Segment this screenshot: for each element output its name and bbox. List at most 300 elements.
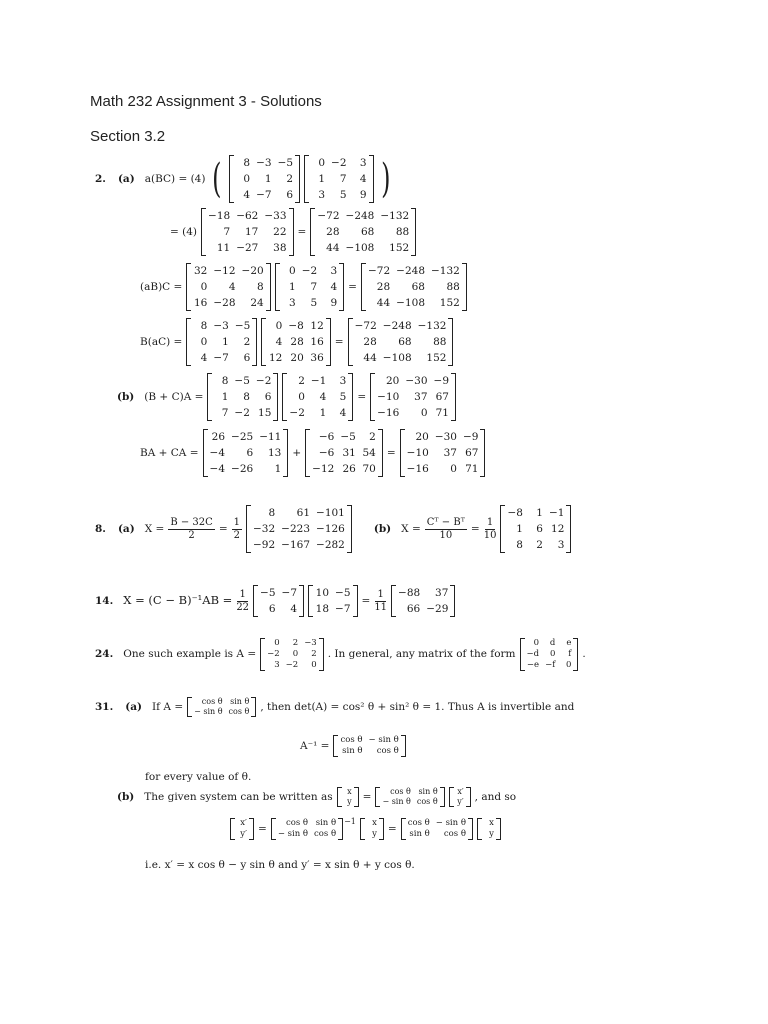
matrix-column xyxy=(226,697,253,717)
matrix-column xyxy=(275,818,311,840)
matrix-entry: 24 xyxy=(250,297,264,309)
matrix xyxy=(337,787,359,807)
paren-close: ) xyxy=(380,156,391,202)
matrix-entry: −132 xyxy=(431,265,460,277)
matrix-entry: 8 xyxy=(516,539,523,551)
matrix-column xyxy=(299,263,320,311)
fraction: $\frac{1}{22}$ xyxy=(236,588,250,613)
matrix-entry: 0 xyxy=(565,660,572,670)
matrix-column xyxy=(313,505,348,553)
matrix-entry: 67 xyxy=(465,447,479,459)
problem-31a-inverse xyxy=(300,735,406,757)
matrix xyxy=(370,373,456,421)
matrix-entry: 16 xyxy=(193,297,208,309)
matrix xyxy=(360,818,384,840)
matrix-entry: cos θ xyxy=(376,746,399,756)
equals-sign: = xyxy=(297,225,307,238)
matrix-entry: −7 xyxy=(256,189,272,201)
fraction: $\frac{\text{Cᵀ − Bᵀ}}{10}$ xyxy=(426,516,465,541)
matrix-entry: 152 xyxy=(389,242,410,254)
matrix-entry: 8 xyxy=(243,157,251,169)
problem-text: One such example is A = xyxy=(123,648,257,661)
matrix-entry: 88 xyxy=(433,336,447,348)
matrix-entry: −7 xyxy=(281,587,298,599)
matrix-entry: 0 xyxy=(200,336,208,348)
matrix xyxy=(310,208,416,256)
matrix-entry: 2 xyxy=(311,649,317,659)
matrix-entry: 7 xyxy=(223,226,231,238)
matrix-entry: 88 xyxy=(446,281,460,293)
matrix-column xyxy=(210,263,238,311)
matrix-entry: 1 xyxy=(221,391,229,403)
matrix-entry: −7 xyxy=(335,603,351,615)
matrix-entry: 0 xyxy=(318,157,326,169)
matrix-entry: −e xyxy=(526,660,540,670)
matrix-column xyxy=(308,373,329,421)
matrix-entry: −33 xyxy=(264,210,287,222)
matrix-column xyxy=(257,585,278,617)
matrix-entry: −248 xyxy=(345,210,375,222)
matrix-entry: 4 xyxy=(275,336,283,348)
matrix-entry: y′ xyxy=(457,797,464,806)
matrix-column xyxy=(253,155,274,203)
matrix-entry: −108 xyxy=(382,352,412,364)
matrix-entry: 67 xyxy=(435,391,449,403)
part-label: (a) xyxy=(117,522,135,535)
matrix-entry: 17 xyxy=(244,226,259,238)
matrix-entry: −108 xyxy=(345,242,375,254)
matrix-entry: −18 xyxy=(208,210,231,222)
matrix-entry: −11 xyxy=(259,431,282,443)
matrix xyxy=(203,429,289,477)
matrix-entry: 4 xyxy=(228,281,236,293)
matrix-entry: y xyxy=(372,829,377,839)
matrix-entry: 6 xyxy=(243,352,251,364)
problem-2a-line1 xyxy=(95,155,393,203)
matrix xyxy=(401,818,473,840)
matrix xyxy=(261,318,330,366)
matrix-entry: 8 xyxy=(221,375,229,387)
problem-text: , then det(A) = cos² θ + sin² θ = 1. Thus A is invertible and xyxy=(260,700,575,713)
matrix-column xyxy=(423,585,451,617)
problem-31b-line1 xyxy=(117,787,516,807)
matrix-entry: −5 xyxy=(234,375,250,387)
matrix-entry: −d xyxy=(526,649,540,659)
matrix-entry: y xyxy=(347,797,352,806)
equals-sign: = xyxy=(361,594,371,607)
matrix xyxy=(520,638,579,671)
matrix-column xyxy=(233,208,261,256)
matrix-entry: 28 xyxy=(290,336,304,348)
plus-sign: + xyxy=(292,446,302,459)
inverse-exponent: −1 xyxy=(344,817,356,826)
matrix-entry: −9 xyxy=(462,431,479,443)
matrix-entry: −8 xyxy=(288,320,304,332)
matrix-entry: −6 xyxy=(318,431,335,443)
matrix-entry: 1 xyxy=(318,173,326,185)
matrix-entry: −92 xyxy=(253,539,276,551)
matrix-entry: sin θ xyxy=(342,746,363,756)
matrix-entry: −3 xyxy=(304,638,317,648)
problem-text: , and so xyxy=(474,790,517,803)
matrix xyxy=(375,787,444,807)
matrix-entry: 0 xyxy=(533,638,540,648)
matrix-entry: 4 xyxy=(339,407,347,419)
matrix-entry: y xyxy=(489,829,494,839)
matrix-entry: 12 xyxy=(268,352,283,364)
matrix-entry: 4 xyxy=(359,173,367,185)
equals-sign: = xyxy=(470,522,480,535)
matrix-entry: 54 xyxy=(362,447,376,459)
matrix-column xyxy=(415,318,450,366)
matrix-entry: 15 xyxy=(258,407,272,419)
matrix xyxy=(305,429,383,477)
matrix-column xyxy=(265,318,285,366)
matrix-entry: −1 xyxy=(310,375,327,387)
matrix-entry: 70 xyxy=(362,463,376,475)
matrix-column xyxy=(393,263,428,311)
matrix-entry: 61 xyxy=(296,507,311,519)
matrix-entry: 2 xyxy=(243,336,251,348)
matrix-entry: 1 xyxy=(289,281,296,293)
matrix-column xyxy=(279,263,299,311)
matrix-entry: 20 xyxy=(415,431,429,443)
matrix xyxy=(308,585,357,617)
matrix-entry: −223 xyxy=(281,523,311,535)
matrix-column xyxy=(250,505,278,553)
matrix-entry: − sin θ xyxy=(435,818,466,828)
matrix-entry: 7 xyxy=(221,407,229,419)
matrix-column xyxy=(211,373,231,421)
matrix-entry: 3 xyxy=(289,297,296,309)
matrix-entry: 4 xyxy=(243,189,251,201)
matrix-entry: 31 xyxy=(342,447,356,459)
matrix-entry: 4 xyxy=(319,391,327,403)
matrix-column xyxy=(558,638,574,671)
matrix-entry: 1 xyxy=(516,523,523,535)
matrix-column xyxy=(231,373,252,421)
matrix-entry: −27 xyxy=(236,242,259,254)
matrix-entry: −f xyxy=(545,660,556,670)
matrix-entry: −7 xyxy=(213,352,229,364)
matrix-entry: 4 xyxy=(200,352,208,364)
matrix-entry: 2 xyxy=(298,375,305,387)
matrix-entry: 6 xyxy=(264,391,272,403)
matrix-entry: −1 xyxy=(548,507,565,519)
matrix-entry: 2 xyxy=(292,638,299,648)
matrix-column xyxy=(352,318,380,366)
matrix-entry: 44 xyxy=(376,297,391,309)
matrix-column xyxy=(311,818,339,840)
matrix-entry: x′ xyxy=(457,787,464,796)
matrix-entry: 37 xyxy=(443,447,457,459)
matrix-entry: 68 xyxy=(398,336,412,348)
matrix-column xyxy=(364,818,380,840)
equation-lhs: X = (C − B)⁻¹AB = xyxy=(123,593,233,608)
matrix-entry: 16 xyxy=(310,336,324,348)
matrix-entry: 0 xyxy=(243,173,251,185)
matrix-entry: 8 xyxy=(200,320,208,332)
matrix-entry: 2 xyxy=(369,431,376,443)
matrix-entry: 0 xyxy=(200,281,208,293)
matrix-entry: 1 xyxy=(536,507,543,519)
matrix-entry: 28 xyxy=(363,336,377,348)
matrix-column xyxy=(343,208,378,256)
problem-2a-line3 xyxy=(140,263,467,311)
matrix-column xyxy=(301,638,320,671)
equation-lhs: A⁻¹ = xyxy=(300,739,330,752)
equation-lhs: (B + C)A = xyxy=(144,390,204,403)
matrix-column xyxy=(460,429,481,477)
equation-lhs: (aB)C = xyxy=(140,280,183,293)
matrix-column xyxy=(190,318,210,366)
matrix-entry: 88 xyxy=(395,226,410,238)
matrix-entry: 37 xyxy=(414,391,428,403)
matrix-entry: −2 xyxy=(301,265,318,277)
matrix-entry: 3 xyxy=(274,660,280,670)
matrix xyxy=(187,697,256,717)
matrix-column xyxy=(524,638,543,671)
matrix-entry: 6 xyxy=(246,447,254,459)
matrix-entry: 26 xyxy=(211,431,226,443)
equals-sign: = xyxy=(334,335,344,348)
matrix-column xyxy=(431,373,452,421)
matrix-column xyxy=(374,373,402,421)
matrix-entry: cos θ xyxy=(201,697,223,706)
matrix-entry: −25 xyxy=(231,431,254,443)
matrix xyxy=(201,208,294,256)
equals-sign: = xyxy=(348,280,357,293)
matrix-column xyxy=(405,818,433,840)
matrix-column xyxy=(359,429,379,477)
matrix-entry: 3 xyxy=(330,265,338,277)
matrix-entry: 9 xyxy=(330,297,338,309)
matrix xyxy=(186,318,257,366)
matrix-column xyxy=(432,429,460,477)
matrix-entry: 5 xyxy=(339,189,347,201)
matrix-column xyxy=(337,735,365,757)
matrix-entry: −12 xyxy=(312,463,335,475)
matrix-entry: −132 xyxy=(380,210,410,222)
matrix-entry: 7 xyxy=(339,173,347,185)
matrix-entry: − sin θ xyxy=(368,735,399,745)
matrix-column xyxy=(232,318,253,366)
matrix-entry: 13 xyxy=(267,447,282,459)
matrix-entry: 20 xyxy=(385,375,400,387)
matrix-entry: −5 xyxy=(340,431,356,443)
matrix-entry: −5 xyxy=(277,157,294,169)
matrix-entry: 0 xyxy=(275,320,283,332)
matrix-entry: − sin θ xyxy=(194,707,223,716)
matrix-entry: −108 xyxy=(396,297,425,309)
matrix-entry: 3 xyxy=(557,539,565,551)
matrix-column xyxy=(404,429,432,477)
matrix xyxy=(400,429,486,477)
matrix-entry: 9 xyxy=(359,189,367,201)
equals-sign: = xyxy=(362,790,372,803)
matrix-entry: −5 xyxy=(335,587,351,599)
matrix-entry: 0 xyxy=(292,649,299,659)
matrix-entry: cos θ xyxy=(314,829,337,839)
matrix-column xyxy=(546,505,567,553)
matrix-entry: −30 xyxy=(434,431,457,443)
part-label: (b) xyxy=(373,522,392,535)
problem-8 xyxy=(95,505,571,553)
matrix-entry: cos θ xyxy=(416,797,438,806)
equals-sign: = (4) xyxy=(170,225,198,238)
problem-number: 8. xyxy=(95,522,106,535)
matrix xyxy=(391,585,455,617)
matrix-entry: 2 xyxy=(536,539,543,551)
matrix-column xyxy=(379,787,413,807)
matrix-entry: −2 xyxy=(285,660,299,670)
matrix-entry: −29 xyxy=(426,603,449,615)
problem-number: 24. xyxy=(95,648,114,661)
document-title: Math 232 Assignment 3 - Solutions xyxy=(90,93,322,110)
equation-lhs: a(BC) = (4) xyxy=(144,172,206,185)
matrix-column xyxy=(453,787,467,807)
equals-sign: = xyxy=(386,446,396,459)
problem-text: If A = xyxy=(152,700,184,713)
matrix-entry: −248 xyxy=(396,265,425,277)
problem-31b-solution xyxy=(230,818,501,840)
matrix xyxy=(304,155,373,203)
matrix-entry: 0 xyxy=(274,638,280,648)
matrix xyxy=(271,818,343,840)
equation-lhs: BA + CA = xyxy=(140,446,199,459)
matrix-entry: 0 xyxy=(420,407,428,419)
matrix-entry: 3 xyxy=(339,375,347,387)
matrix-entry: 44 xyxy=(363,352,377,364)
matrix-entry: −16 xyxy=(406,463,429,475)
matrix-entry: −8 xyxy=(507,507,523,519)
matrix-column xyxy=(275,155,296,203)
matrix-entry: cos θ xyxy=(285,818,309,828)
matrix-entry: 7 xyxy=(310,281,318,293)
matrix-entry: −2 xyxy=(234,407,250,419)
matrix-entry: 4 xyxy=(330,281,338,293)
matrix-entry: 12 xyxy=(310,320,324,332)
matrix-entry: −5 xyxy=(260,587,276,599)
part-label: (b) xyxy=(117,790,135,803)
matrix-column xyxy=(207,429,228,477)
matrix-column xyxy=(504,505,525,553)
equals-sign: = xyxy=(258,822,267,835)
fraction: $\frac{B - 32C}{2}$ xyxy=(170,516,213,541)
matrix-column xyxy=(205,208,233,256)
matrix-column xyxy=(526,505,546,553)
matrix-column xyxy=(228,429,256,477)
matrix-entry: 1 xyxy=(319,407,327,419)
equation-lhs: B(aC) = xyxy=(140,335,183,348)
matrix-entry: −6 xyxy=(318,447,335,459)
equation-lhs: X = xyxy=(401,522,421,535)
matrix-column xyxy=(261,208,289,256)
matrix-entry: x′ xyxy=(240,818,247,828)
matrix-entry: −10 xyxy=(406,447,429,459)
matrix-entry: sin θ xyxy=(230,697,250,706)
matrix-entry: −72 xyxy=(354,320,377,332)
matrix-entry: 0 xyxy=(311,660,317,670)
matrix-column xyxy=(542,638,558,671)
problem-2a-line4 xyxy=(140,318,453,366)
matrix-entry: 44 xyxy=(326,242,340,254)
matrix xyxy=(207,373,278,421)
matrix-entry: −2 xyxy=(255,375,272,387)
matrix-entry: 5 xyxy=(339,391,347,403)
matrix-entry: −167 xyxy=(281,539,311,551)
matrix-entry: −10 xyxy=(377,391,400,403)
matrix-entry: sin θ xyxy=(315,818,337,828)
matrix-column xyxy=(365,263,393,311)
matrix-entry: −12 xyxy=(213,265,236,277)
matrix-column xyxy=(366,735,402,757)
matrix-entry: 0 xyxy=(298,391,305,403)
matrix xyxy=(230,818,254,840)
matrix-entry: 6 xyxy=(536,523,543,535)
matrix-entry: −2 xyxy=(331,157,347,169)
part-label: (b) xyxy=(117,390,135,403)
fraction: $\frac{1}{11}$ xyxy=(374,588,388,613)
matrix-column xyxy=(395,585,423,617)
matrix-entry: 37 xyxy=(435,587,449,599)
problem-text: i.e. x′ = x cos θ − y sin θ and y′ = x sin θ + y cos θ. xyxy=(145,859,415,871)
matrix xyxy=(333,735,405,757)
matrix-entry: e xyxy=(566,638,572,648)
matrix-entry: 28 xyxy=(326,226,340,238)
matrix-entry: cos θ xyxy=(390,787,411,796)
matrix-entry: −9 xyxy=(433,375,449,387)
matrix-column xyxy=(285,318,306,366)
matrix-column xyxy=(279,585,300,617)
matrix-entry: 8 xyxy=(268,507,276,519)
matrix-entry: 12 xyxy=(551,523,565,535)
matrix-entry: 28 xyxy=(376,281,391,293)
matrix-entry: −28 xyxy=(213,297,236,309)
matrix-entry: 38 xyxy=(273,242,287,254)
matrix-entry: sin θ xyxy=(418,787,438,796)
matrix-entry: −126 xyxy=(316,523,345,535)
matrix-entry: 71 xyxy=(465,463,479,475)
matrix-entry: sin θ xyxy=(409,829,430,839)
matrix-entry: 32 xyxy=(193,265,208,277)
matrix-entry: 68 xyxy=(360,226,375,238)
matrix-column xyxy=(278,505,313,553)
matrix-entry: −72 xyxy=(367,265,391,277)
problem-2b-line2 xyxy=(140,429,485,477)
matrix xyxy=(275,263,344,311)
matrix-entry: 1 xyxy=(222,336,229,348)
matrix-entry: 36 xyxy=(310,352,324,364)
matrix-entry: −282 xyxy=(316,539,345,551)
matrix-entry: 11 xyxy=(216,242,231,254)
fraction: $\frac{1}{10}$ xyxy=(483,516,497,541)
matrix-column xyxy=(239,263,267,311)
part-label: (a) xyxy=(125,700,143,713)
matrix-column xyxy=(283,638,302,671)
problem-2b-line1 xyxy=(117,373,456,421)
matrix-column xyxy=(433,818,469,840)
matrix-entry: − sin θ xyxy=(277,829,309,839)
matrix-column xyxy=(190,263,210,311)
matrix xyxy=(477,818,501,840)
matrix-entry: 20 xyxy=(290,352,304,364)
matrix-entry: − sin θ xyxy=(382,797,411,806)
matrix-entry: x xyxy=(347,787,352,796)
matrix-entry: 8 xyxy=(257,281,264,293)
matrix xyxy=(246,505,352,553)
matrix-column xyxy=(380,318,415,366)
